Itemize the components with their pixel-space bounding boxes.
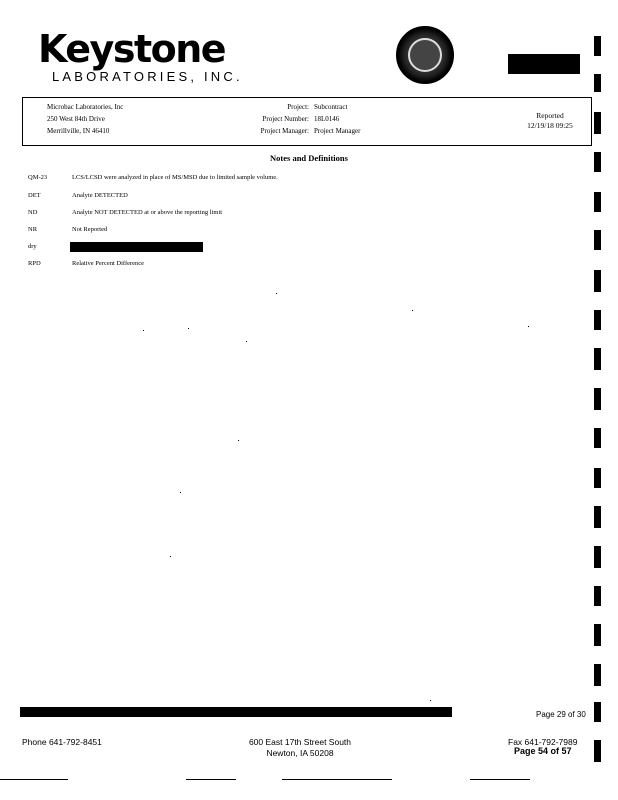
scan-mark <box>594 310 601 330</box>
scan-mark <box>594 230 601 250</box>
definition-code: NR <box>28 226 38 233</box>
scan-mark <box>594 506 601 528</box>
scan-mark <box>594 388 601 410</box>
footer-page-stamp: Page 54 of 57 <box>514 746 572 756</box>
project-value: Subcontract <box>314 103 348 111</box>
footer-rule <box>20 707 452 717</box>
client-name: Microbac Laboratories, Inc <box>47 103 124 111</box>
reported-date: 12/19/18 09:25 <box>527 121 573 130</box>
scan-mark <box>594 740 601 762</box>
scan-mark <box>594 428 601 448</box>
definition-code: RPD <box>28 260 41 267</box>
client-address-line2: Merrillville, IN 46410 <box>47 127 110 135</box>
scan-line <box>470 779 530 780</box>
logo-wordmark: Keystone <box>38 27 226 71</box>
reported-label: Reported <box>536 111 564 120</box>
definition-code: QM-23 <box>28 174 48 181</box>
project-manager-value: Project Manager <box>314 127 361 135</box>
scan-line <box>0 779 68 780</box>
scan-mark <box>594 468 601 488</box>
definition-text: LCS/LCSD were analyzed in place of MS/MSD due to limited sample volume. <box>72 174 278 181</box>
project-number-value: 18L0146 <box>314 115 340 123</box>
scan-mark <box>594 74 601 92</box>
definition-code: DET <box>28 192 41 199</box>
scan-mark <box>594 624 601 646</box>
scan-mark <box>594 702 601 722</box>
definition-text: Analyte NOT DETECTED at or above the reporting limit <box>72 209 223 216</box>
scan-speck <box>430 700 431 701</box>
scan-line <box>186 779 236 780</box>
scan-mark <box>594 664 601 686</box>
section-title: Notes and Definitions <box>270 153 348 163</box>
project-label: Project: <box>287 103 309 111</box>
definition-code: dry <box>28 243 37 250</box>
scan-speck <box>276 293 277 294</box>
page-number: Page 29 of 30 <box>536 710 586 719</box>
redaction-block <box>508 54 580 74</box>
scan-mark <box>594 348 601 370</box>
scan-speck <box>143 330 144 331</box>
accreditation-seal-icon <box>396 26 454 84</box>
company-logo <box>38 27 243 84</box>
seal-center <box>408 38 442 72</box>
definition-code: ND <box>28 209 38 216</box>
scan-speck <box>170 556 171 557</box>
scan-speck <box>238 440 239 441</box>
scan-speck <box>412 310 413 311</box>
definition-text: Relative Percent Difference <box>72 260 145 267</box>
footer-address-line1: 600 East 17th Street South <box>248 737 352 747</box>
project-number-label: Project Number: <box>262 115 309 123</box>
definition-text: Not Reported <box>72 226 108 233</box>
client-address-line1: 250 West 84th Drive <box>47 115 105 123</box>
redaction-block <box>70 242 203 252</box>
scan-mark <box>594 546 601 568</box>
scan-mark <box>594 586 601 606</box>
scan-mark <box>594 192 601 212</box>
logo-subtitle: LABORATORIES, INC. <box>52 69 243 84</box>
footer-address-line2: Newton, IA 50208 <box>266 748 334 758</box>
footer-fax: Fax 641-792-7989 <box>508 737 578 747</box>
report-header-box <box>22 97 592 146</box>
scan-mark <box>594 270 601 292</box>
scan-mark <box>594 112 601 134</box>
reported-block <box>510 111 590 131</box>
definition-text: Analyte DETECTED <box>72 192 128 199</box>
scan-speck <box>180 492 181 493</box>
scan-speck <box>246 341 247 342</box>
footer-phone: Phone 641-792-8451 <box>22 737 102 747</box>
scan-mark <box>594 36 601 56</box>
scan-line <box>282 779 392 780</box>
footer-address <box>210 737 390 759</box>
scan-speck <box>528 326 529 327</box>
scan-speck <box>188 328 189 329</box>
project-manager-label: Project Manager: <box>260 127 309 135</box>
